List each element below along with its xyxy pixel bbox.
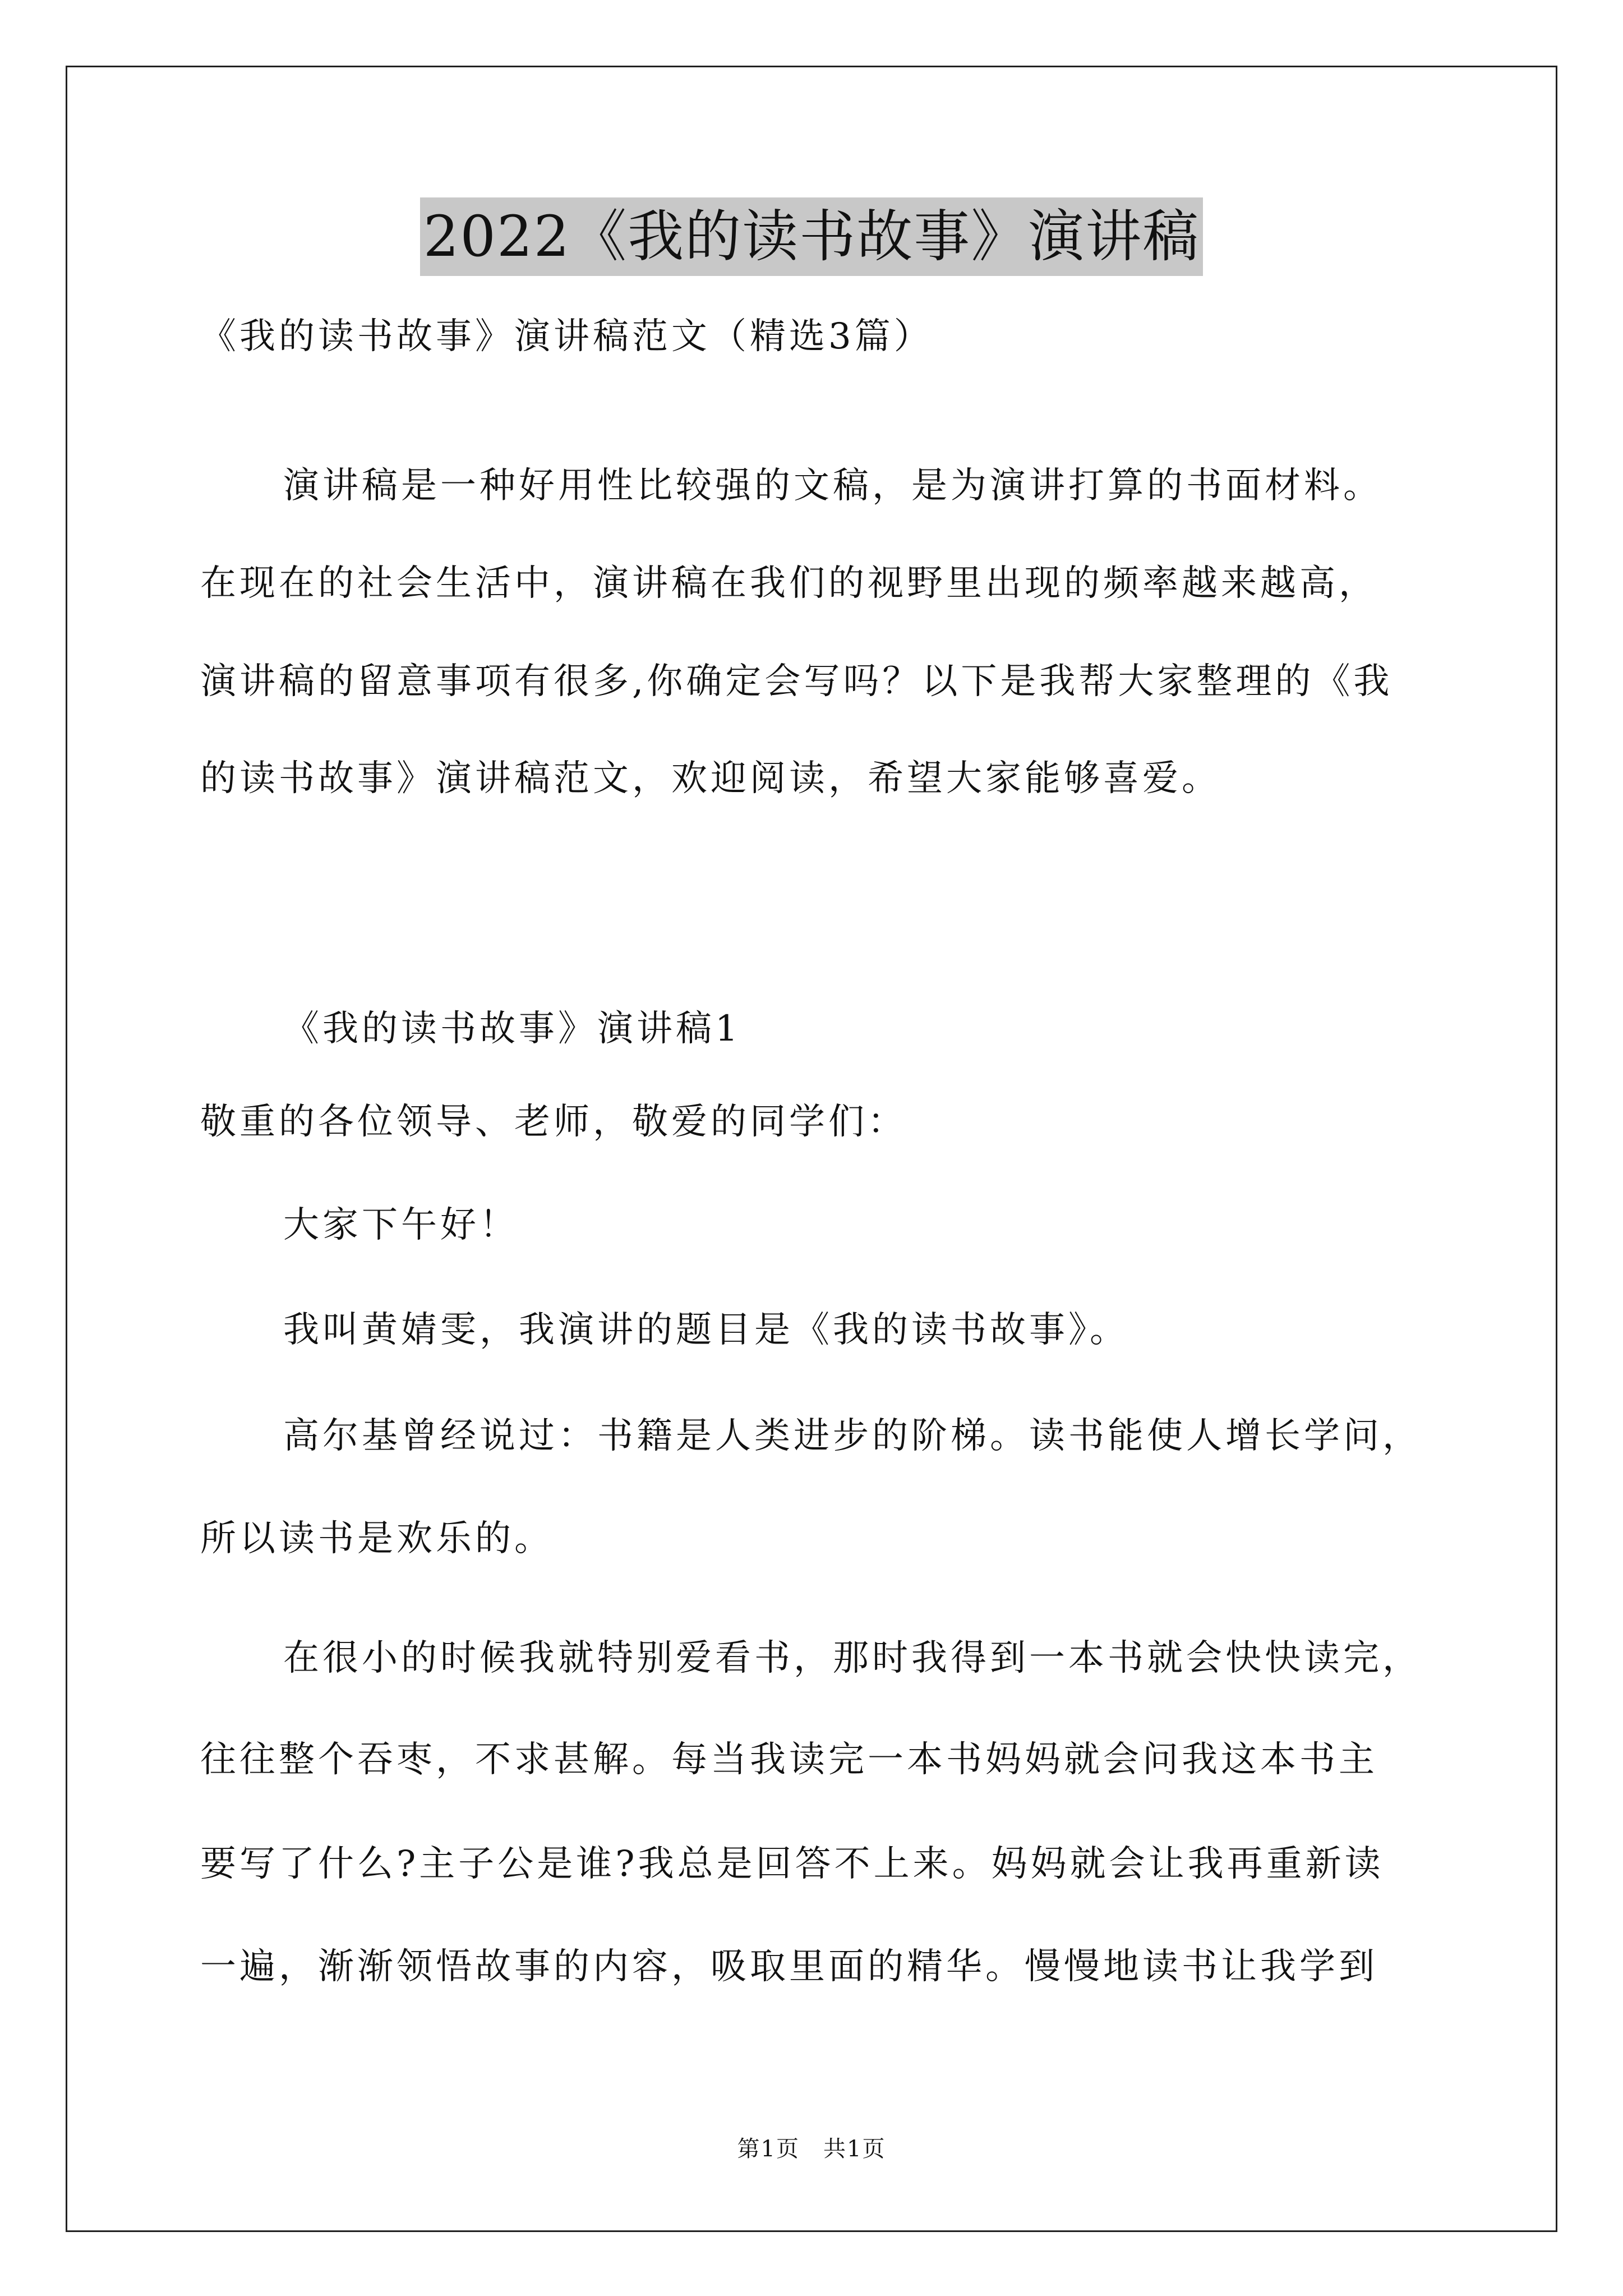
intro-line-2: 在现在的社会生活中，演讲稿在我们的视野里出现的频率越来越高，	[200, 563, 1378, 604]
greeting: 大家下午好！	[283, 1204, 519, 1246]
gorky-line-1: 高尔基曾经说过：书籍是人类进步的阶梯。读书能使人增长学问，	[283, 1415, 1422, 1457]
self-intro: 我叫黄婧雯，我演讲的题目是《我的读书故事》。	[283, 1309, 1129, 1351]
childhood-line-4: 一遍，渐渐领悟故事的内容，吸取里面的精华。慢慢地读书让我学到	[200, 1946, 1378, 1987]
page-number-footer: 第1页 共1页	[737, 2136, 886, 2162]
intro-line-3: 演讲稿的留意事项有很多,你确定会写吗？以下是我帮大家整理的《我	[200, 661, 1393, 702]
childhood-line-2: 往往整个吞枣，不求甚解。每当我读完一本书妈妈就会问我这本书主	[200, 1739, 1378, 1780]
title-wrapper	[0, 197, 1623, 276]
salutation: 敬重的各位领导、老师，敬爱的同学们：	[200, 1101, 907, 1143]
document-subtitle: 《我的读书故事》演讲稿范文（精选3篇）	[200, 316, 933, 357]
childhood-line-1: 在很小的时候我就特别爱看书，那时我得到一本书就会快快读完，	[283, 1637, 1422, 1679]
section-heading: 《我的读书故事》演讲稿1	[283, 1008, 741, 1050]
page-border	[66, 66, 1557, 2232]
intro-line-4: 的读书故事》演讲稿范文，欢迎阅读，希望大家能够喜爱。	[200, 758, 1221, 799]
intro-line-1: 演讲稿是一种好用性比较强的文稿，是为演讲打算的书面材料。	[283, 465, 1382, 507]
gorky-line-2: 所以读书是欢乐的。	[200, 1518, 554, 1559]
childhood-line-3: 要写了什么?主子公是谁?我总是回答不上来。妈妈就会让我再重新读	[200, 1843, 1384, 1885]
document-title: 2022《我的读书故事》演讲稿	[420, 197, 1204, 276]
